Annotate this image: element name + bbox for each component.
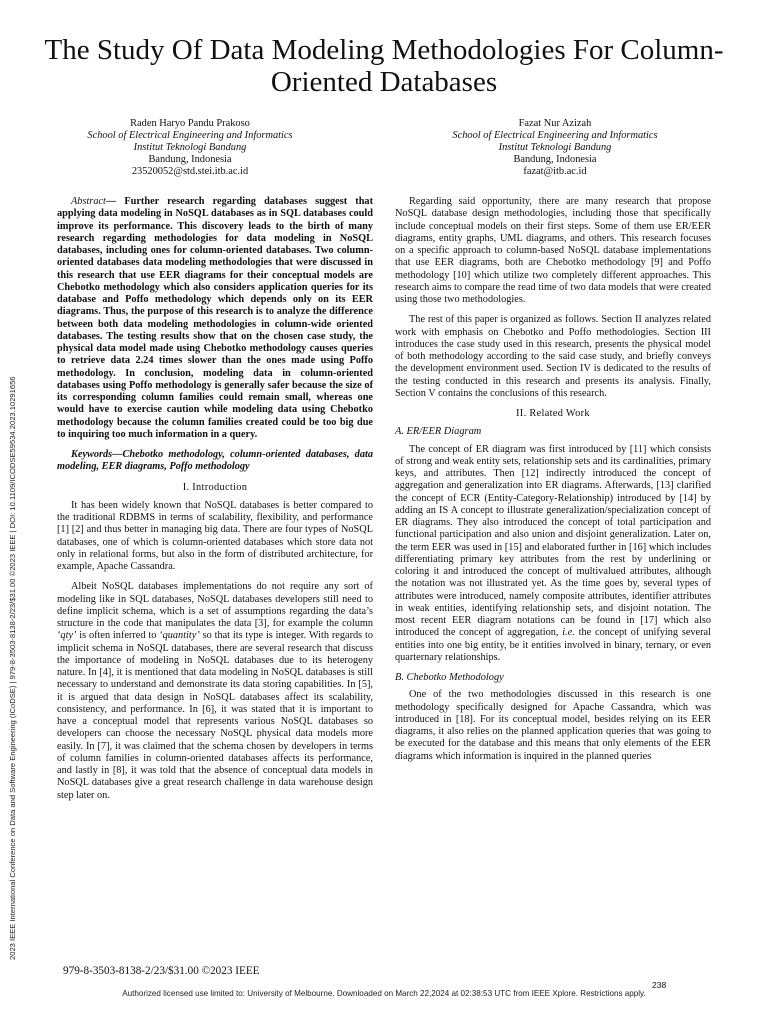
- subsection-heading-er-eer: A. ER/EER Diagram: [395, 426, 482, 438]
- section-heading-related-work: II. Related Work: [516, 408, 590, 419]
- author-affiliation: School of Electrical Engineering and Informatics: [87, 130, 293, 141]
- paragraph-text: is often inferred to: [76, 630, 160, 642]
- author-institution: Institut Teknologi Bandung: [498, 142, 612, 153]
- subsection-heading-chebotko: B. Chebotko Methodology: [395, 672, 504, 683]
- right-column: [395, 196, 711, 771]
- paper-title: The Study Of Data Modeling Methodologies For Column-Oriented Databases: [44, 34, 724, 98]
- paragraph: It has been widely known that NoSQL databases is better compared to the traditional RDBMS in terms of scalability, flexibility, and performance [1] [2] and thus better in managing big data. There are four types of NoSQL databases, one of which is column-oriented databases which store data not only in relational forms, but also in the form of distributed architecture, for example, Apache Cassandra.: [57, 499, 373, 572]
- keywords: [57, 449, 373, 474]
- page-number: 238: [652, 980, 667, 990]
- author-block: [405, 118, 705, 178]
- author-email: 23520052@std.stei.itb.ac.id: [131, 166, 249, 177]
- author-location: Bandung, Indonesia: [148, 154, 232, 165]
- paragraph: The rest of this paper is organized as follows. Section II analyzes related work with emphasis on Chebotko and Poffo methodologies. Section III introduces the case study used in this research, presents the physical model of both methodology according to the said case study, and briefly conveys the development environment used. Section IV is dedicated to the results of the testing conducted in this research and presents its analysis. Finally, Section V contains the conclusions of this research.: [395, 314, 711, 399]
- paragraph-text: The concept of ER diagram was first introduced by [11] which consists of strong and weak entity sets, relationship sets and its cardinalities, primary keys, and attributes. Then [12] indirectly introduced the concept of aggregation and generalization into ER diagrams. Afterwards, [13] clarified the concept of ECR (Entity-Category-Relationship) introduced by [14] by adding an IS A concept to illustrate generalization/specialization concept of ER diagrams. They also introduced the concept of total participation and functional participation and also union and disjoint generalization. Later on, the term EER was used in [15] and elaborated further in [16] which includes differentiating primary key attributes from the rest by underlining or coloring it and introduced the concept of multivalued attributes, although the notation was not illustrated yet. As the time goes by, several types of attributes were introduced, namely composite attributes, identifier attributes in weak entities, identifying relationship sets, and disjoint notation. The most recent EER diagram notations can be found in [17] which also introduced the concept of aggregation,: [395, 443, 711, 639]
- paragraph-emphasis: ‘quantity’: [159, 630, 200, 642]
- abstract-text: Further research regarding databases suggest that applying data modeling in NoSQL databases as in SQL databases could improve its performance. This discovery leads to the birth of many research regarding methodologies for data modeling in NoSQL databases, including ones for column-oriented databases. Two column-oriented databases data modeling methodologies that were discussed in this research that use EER diagrams for their conceptual models are Chebotko methodology which also considers application queries for its database and Poffo methodology which depends only on its EER diagrams. Thus, the purpose of this research is to analyze the difference between both data modeling methodologies in column-wide oriented databases. The testing results show that on the chosen case study, the physical data model made using Chebotko methodology causes queries to retrieve data 2.24 times slower than the ones made using Poffo methodology. In conclusion, modeling data in column-oriented databases using Poffo methodology is generally safer because the size of its corresponding column families could remain small, whereas one would have to exercise caution while modeling data using Chebotko methodology because the column families created could be too big due to inquiring too much information in a query.: [57, 196, 373, 440]
- abstract: [57, 196, 373, 441]
- keywords-label: Keywords—: [71, 449, 123, 460]
- left-column: [57, 196, 373, 810]
- paragraph-text: so that its type is integer. With regards to implicit schema in NoSQL databases, there are several research that discuss the importance of modeling in NoSQL databases due to its heterogeny nature. In [4], it is mentioned that data modeling in NoSQL databases is still necessary to understand and demonstrate its data storing capabilities. In [5], it is argued that data design in NoSQL databases affect its scalability, consistency, and performance. In [6], it was stated that it is important to have a conceptual model that represents various NoSQL databases so developers can choose the necessary NoSQL physical data models more easily. In [7], it was claimed that the schema chosen by developers in terms of column families in column-oriented databases affects its performance, and lastly in [8], it was told that the absence of conceptual data models in NoSQL databases give a great research challenge in data warehouse design step later on.: [57, 630, 373, 801]
- keywords-text: Chebotko methodology, column-oriented databases, data modeling, EER diagrams, Poffo methodology: [57, 449, 373, 473]
- paragraph: [395, 444, 711, 665]
- paragraph: Regarding said opportunity, there are many research that propose NoSQL database design methodologies, including those that specifically include conceptual models on their first steps. Some of them use ER/EER diagrams, entity graphs, UML diagrams, and others. This research focuses on a specific approach to column-based NoSQL database implementations that use EER diagrams, both are Chebotko methodology [9] and Poffo methodology [10] which utilize two completely different approaches. This research aims to compare the read time of two data models that were created using those two methodologies.: [395, 196, 711, 305]
- abstract-label: Abstract: [71, 196, 106, 207]
- author-name: Fazat Nur Azizah: [518, 118, 592, 129]
- sidebar-citation-text: 2023 IEEE International Conference on Data and Software Engineering (ICoDSE) | 979-8-3503-8138-2/23/$31.00 ©2023 IEEE | DOI: 10.1109/ICODSE59534.2023.10291656: [8, 376, 17, 960]
- section-heading-introduction: I. Introduction: [182, 481, 248, 493]
- paragraph: [57, 581, 373, 802]
- author-name: Raden Haryo Pandu Prakoso: [130, 118, 250, 129]
- abstract-dash: —: [105, 196, 125, 207]
- license-notice: Authorized licensed use limited to: University of Melbourne. Downloaded on March 22,2024 at 02:38:53 UTC from IEEE Xplore. Restrictions apply.: [122, 989, 646, 998]
- paragraph: One of the two methodologies discussed in this research is one methodology specifically designed for Apache Cassandra, which was introduced in [18]. For its conceptual model, besides relying on its EER diagrams, it also relies on the planned application queries that was going to be executed for the database and this means that only elements of the EER diagrams which information is inquired in the planned queries: [395, 689, 711, 762]
- copyright-line: 979-8-3503-8138-2/23/$31.00 ©2023 IEEE: [63, 965, 260, 977]
- paragraph-emphasis: ‘qty’: [57, 630, 77, 642]
- author-institution: Institut Teknologi Bandung: [133, 142, 247, 153]
- author-email: fazat@itb.ac.id: [523, 166, 587, 177]
- author-block: [40, 118, 340, 178]
- paragraph-emphasis: i.e.: [562, 627, 575, 639]
- author-affiliation: School of Electrical Engineering and Informatics: [452, 130, 658, 141]
- paragraph-text: the concept of unifying several entities into one big entity, be it entities involved in binary, ternary, or even quarternary relationships.: [395, 627, 711, 663]
- author-location: Bandung, Indonesia: [513, 154, 597, 165]
- paragraph-text: Albeit NoSQL databases implementations do not require any sort of modeling like in SQL databases, NoSQL databases developers still need to define implicit schema, which is a set of assumptions regarding the data’s structure in the code that manipulates the data [3], for example the column: [57, 581, 373, 629]
